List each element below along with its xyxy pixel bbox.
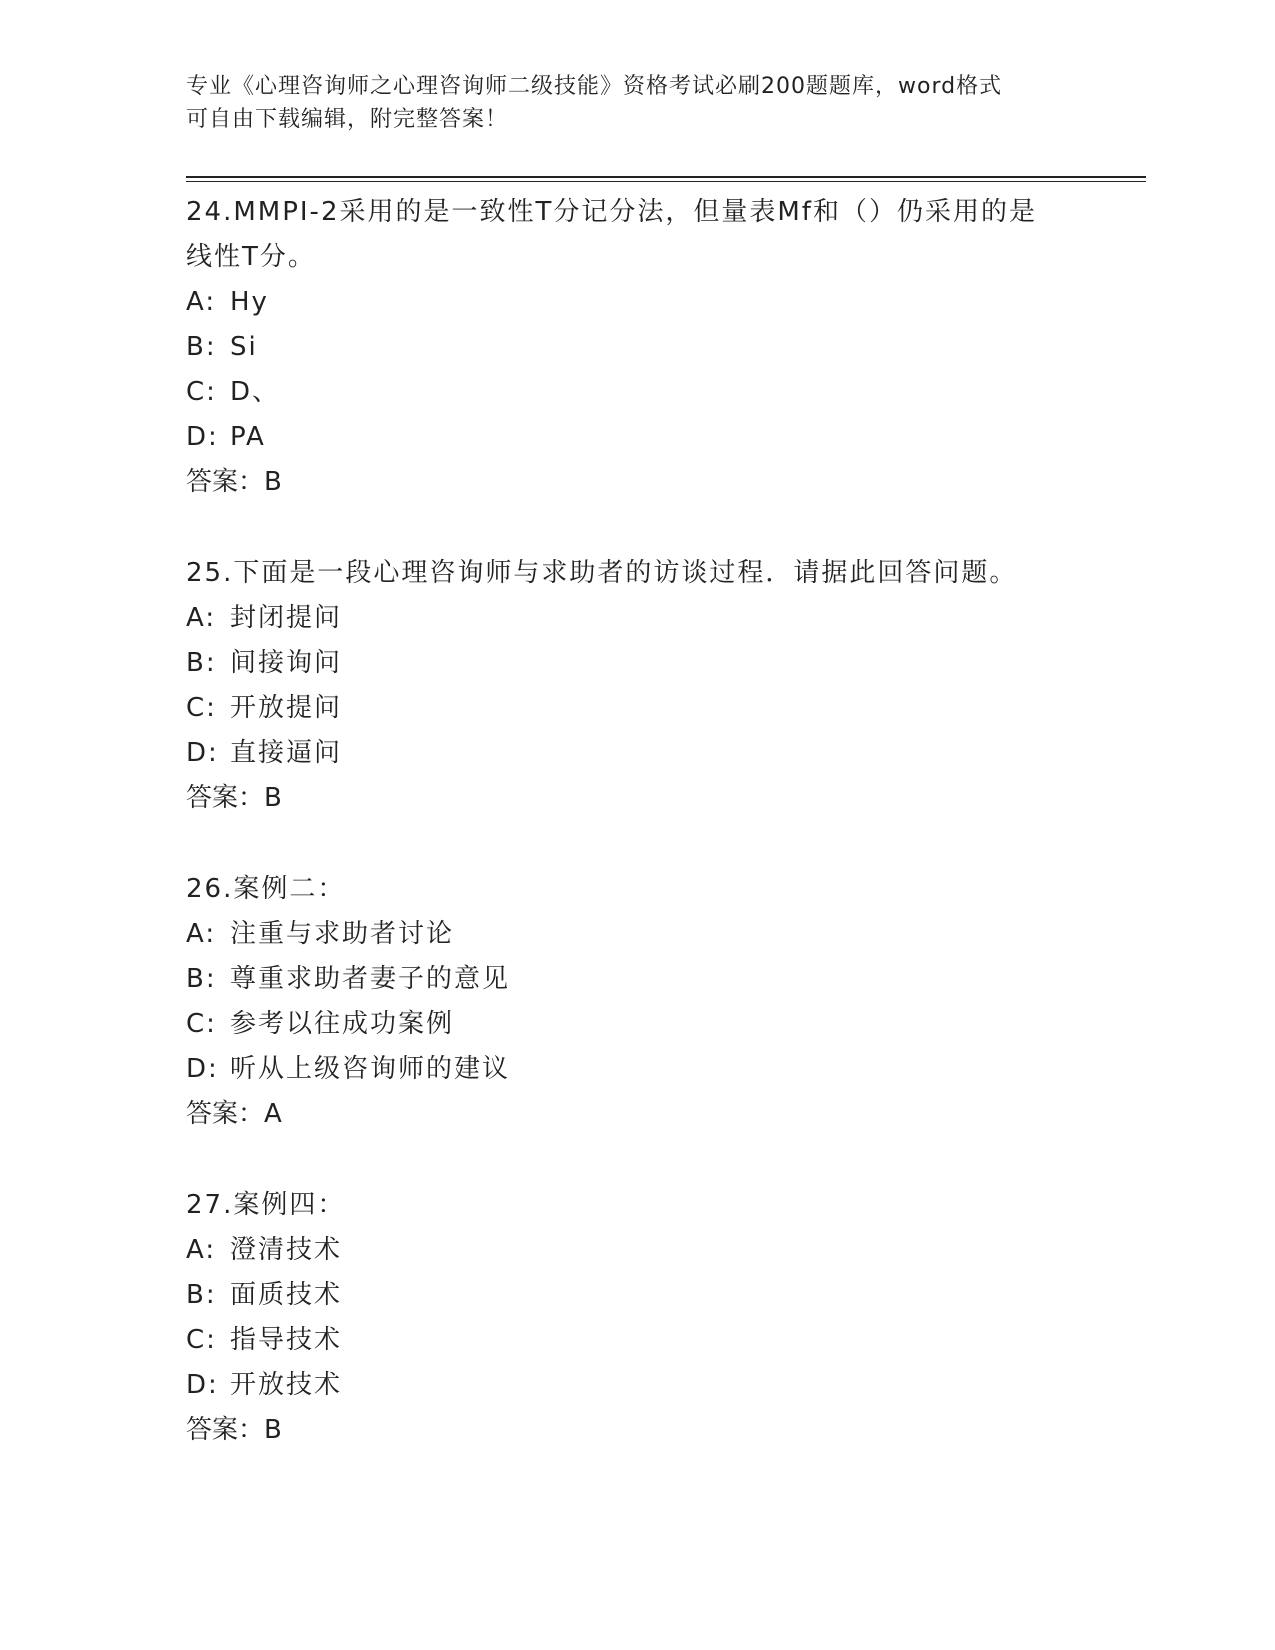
option-text: 开放提问 bbox=[230, 693, 343, 723]
option-text: Hy bbox=[230, 287, 269, 317]
option-c bbox=[186, 1318, 1066, 1363]
option-label: C: bbox=[186, 693, 217, 723]
option-d bbox=[186, 731, 1066, 776]
question-27 bbox=[186, 1183, 1066, 1453]
option-text: 注重与求助者讨论 bbox=[230, 919, 455, 949]
answer: 答案：B bbox=[186, 1415, 282, 1445]
question-text: 24.MMPI-2采用的是一致性T分记分法，但量表Mf和（）仍采用的是 bbox=[186, 197, 1037, 227]
option-a bbox=[186, 1228, 1066, 1273]
option-c bbox=[186, 686, 1066, 731]
option-b bbox=[186, 957, 1066, 1002]
option-c bbox=[186, 1002, 1066, 1047]
option-a bbox=[186, 912, 1066, 957]
option-text: 封闭提问 bbox=[230, 603, 343, 633]
option-a bbox=[186, 596, 1066, 641]
option-text: Si bbox=[230, 332, 258, 362]
option-label: D: bbox=[186, 422, 219, 452]
header-divider-thin bbox=[186, 181, 1146, 182]
option-label: A: bbox=[186, 1235, 217, 1265]
option-label: D: bbox=[186, 738, 219, 768]
header-divider-thick bbox=[186, 176, 1146, 178]
question-text: 27.案例四： bbox=[186, 1190, 346, 1220]
option-b bbox=[186, 325, 1066, 370]
option-text: 面质技术 bbox=[230, 1280, 343, 1310]
question-25 bbox=[186, 551, 1066, 821]
option-text: 直接逼问 bbox=[230, 738, 343, 768]
option-text: D、 bbox=[230, 377, 281, 407]
option-text: 指导技术 bbox=[230, 1325, 343, 1355]
option-b bbox=[186, 1273, 1066, 1318]
option-text: 听从上级咨询师的建议 bbox=[230, 1054, 511, 1084]
option-label: B: bbox=[186, 964, 217, 994]
option-label: C: bbox=[186, 1009, 217, 1039]
option-text: 开放技术 bbox=[230, 1370, 343, 1400]
option-label: A: bbox=[186, 919, 217, 949]
option-a bbox=[186, 280, 1066, 325]
option-label: C: bbox=[186, 1325, 217, 1355]
option-d bbox=[186, 415, 1066, 460]
option-text: PA bbox=[230, 422, 266, 452]
option-text: 尊重求助者妻子的意见 bbox=[230, 964, 511, 994]
header-line-1: 专业《心理咨询师之心理咨询师二级技能》资格考试必刷200题题库，word格式 bbox=[186, 74, 1003, 99]
answer: 答案：A bbox=[186, 1099, 282, 1129]
option-label: A: bbox=[186, 287, 217, 317]
option-label: B: bbox=[186, 648, 217, 678]
option-label: B: bbox=[186, 332, 217, 362]
document-header bbox=[186, 70, 1066, 136]
answer: 答案：B bbox=[186, 783, 282, 813]
option-label: C: bbox=[186, 377, 217, 407]
answer: 答案：B bbox=[186, 467, 282, 497]
question-text-continued: 线性T分。 bbox=[186, 242, 316, 272]
question-26 bbox=[186, 867, 1066, 1137]
option-label: B: bbox=[186, 1280, 217, 1310]
question-list bbox=[186, 190, 1066, 1499]
option-c bbox=[186, 370, 1066, 415]
option-d bbox=[186, 1363, 1066, 1408]
option-text: 参考以往成功案例 bbox=[230, 1009, 455, 1039]
option-label: D: bbox=[186, 1370, 219, 1400]
option-b bbox=[186, 641, 1066, 686]
option-text: 澄清技术 bbox=[230, 1235, 343, 1265]
header-line-2: 可自由下载编辑，附完整答案！ bbox=[186, 107, 509, 132]
question-24 bbox=[186, 190, 1066, 505]
question-text: 25.下面是一段心理咨询师与求助者的访谈过程．请据此回答问题。 bbox=[186, 558, 1018, 588]
option-d bbox=[186, 1047, 1066, 1092]
question-text: 26.案例二： bbox=[186, 874, 346, 904]
option-label: D: bbox=[186, 1054, 219, 1084]
option-label: A: bbox=[186, 603, 217, 633]
option-text: 间接询问 bbox=[230, 648, 343, 678]
